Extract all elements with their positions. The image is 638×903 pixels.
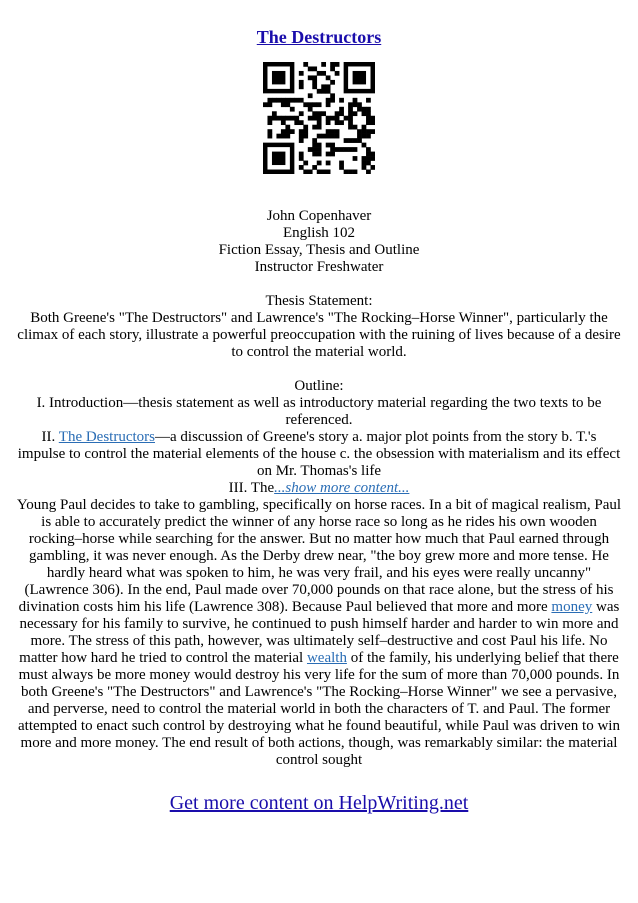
- document-title-link[interactable]: The Destructors: [256, 27, 382, 47]
- outline-item-1: I. Introduction—thesis statement as well as introductory material regarding the two texts to be referenced.: [36, 395, 602, 428]
- outline-item-2-prefix: II.: [41, 429, 59, 445]
- document-header: [16, 208, 622, 276]
- money-link[interactable]: money: [551, 599, 593, 615]
- body-text-part-2: was necessary for his family to survive, he continued to push himself harder and harder to win more and more. The stress of this path, however, was ultimately self–destructive and cost Paul his life. No matter how hard he tried to control the material: [19, 599, 620, 666]
- author-name: John Copenhaver: [266, 208, 372, 224]
- instructor-name: Instructor Freshwater: [254, 259, 384, 275]
- outline-item-2-text: —a discussion of Greene's story a. major plot points from the story b. T.'s impulse to control the material elements of the house c. the obsession with materialism and its effect on Mr. Thomas's life: [17, 429, 621, 479]
- body-text-part-3: of the family, his underlying belief that there must always be more money would destroy his very life for the sum of more than 70,000 pounds. In both Greene's "The Destructors" and Lawrence's "The Rocking–Horse Winner" we see a pervasive, and perverse, need to control the material world in both the characters of T. and Paul. The former attempted to enact such control by destroying what he found beautiful, while Paul was driven to win more and more money. The end result of both actions, though, was remarkably similar: the material control sought: [18, 650, 620, 768]
- course-name: English 102: [282, 225, 356, 241]
- body-paragraph: [16, 497, 622, 769]
- wealth-link[interactable]: wealth: [306, 650, 347, 666]
- body-text-part-1: Young Paul decides to take to gambling, specifically on horse races. In a bit of magical realism, Paul is able to accurately predict the winner of any horse race so long as he rides his own wooden rocking–horse while searching for the answer. But no matter how much that Paul earned through gambling, it was never enough. As the Derby drew near, "the boy grew more and more tense. He hardly heard what was spoken to him, he was very frail, and his eyes were really uncanny" (Lawrence 306). In the end, Paul made over 70,000 pounds on that race alone, but the stress of his divination costs him his life (Lawrence 308). Because Paul believed that more and more: [16, 497, 622, 615]
- qr-code-icon: [263, 62, 375, 174]
- show-more-link[interactable]: ...show more content...: [274, 480, 410, 496]
- thesis-heading: Thesis Statement:: [265, 293, 373, 309]
- outline-item-3-prefix: III. The: [228, 480, 275, 496]
- assignment-name: Fiction Essay, Thesis and Outline: [218, 242, 420, 258]
- outline-heading: Outline:: [294, 378, 344, 394]
- outline-item-3: [16, 480, 622, 497]
- the-destructors-link[interactable]: The Destructors: [58, 429, 155, 445]
- get-more-content-link[interactable]: Get more content on HelpWriting.net: [169, 792, 469, 814]
- thesis-text: Both Greene's "The Destructors" and Lawrence's "The Rocking–Horse Winner", particularly the climax of each story, illustrate a powerful preoccupation with the ruining of lives because of a desire to control the material world.: [17, 310, 621, 360]
- outline-item-2: [16, 429, 622, 480]
